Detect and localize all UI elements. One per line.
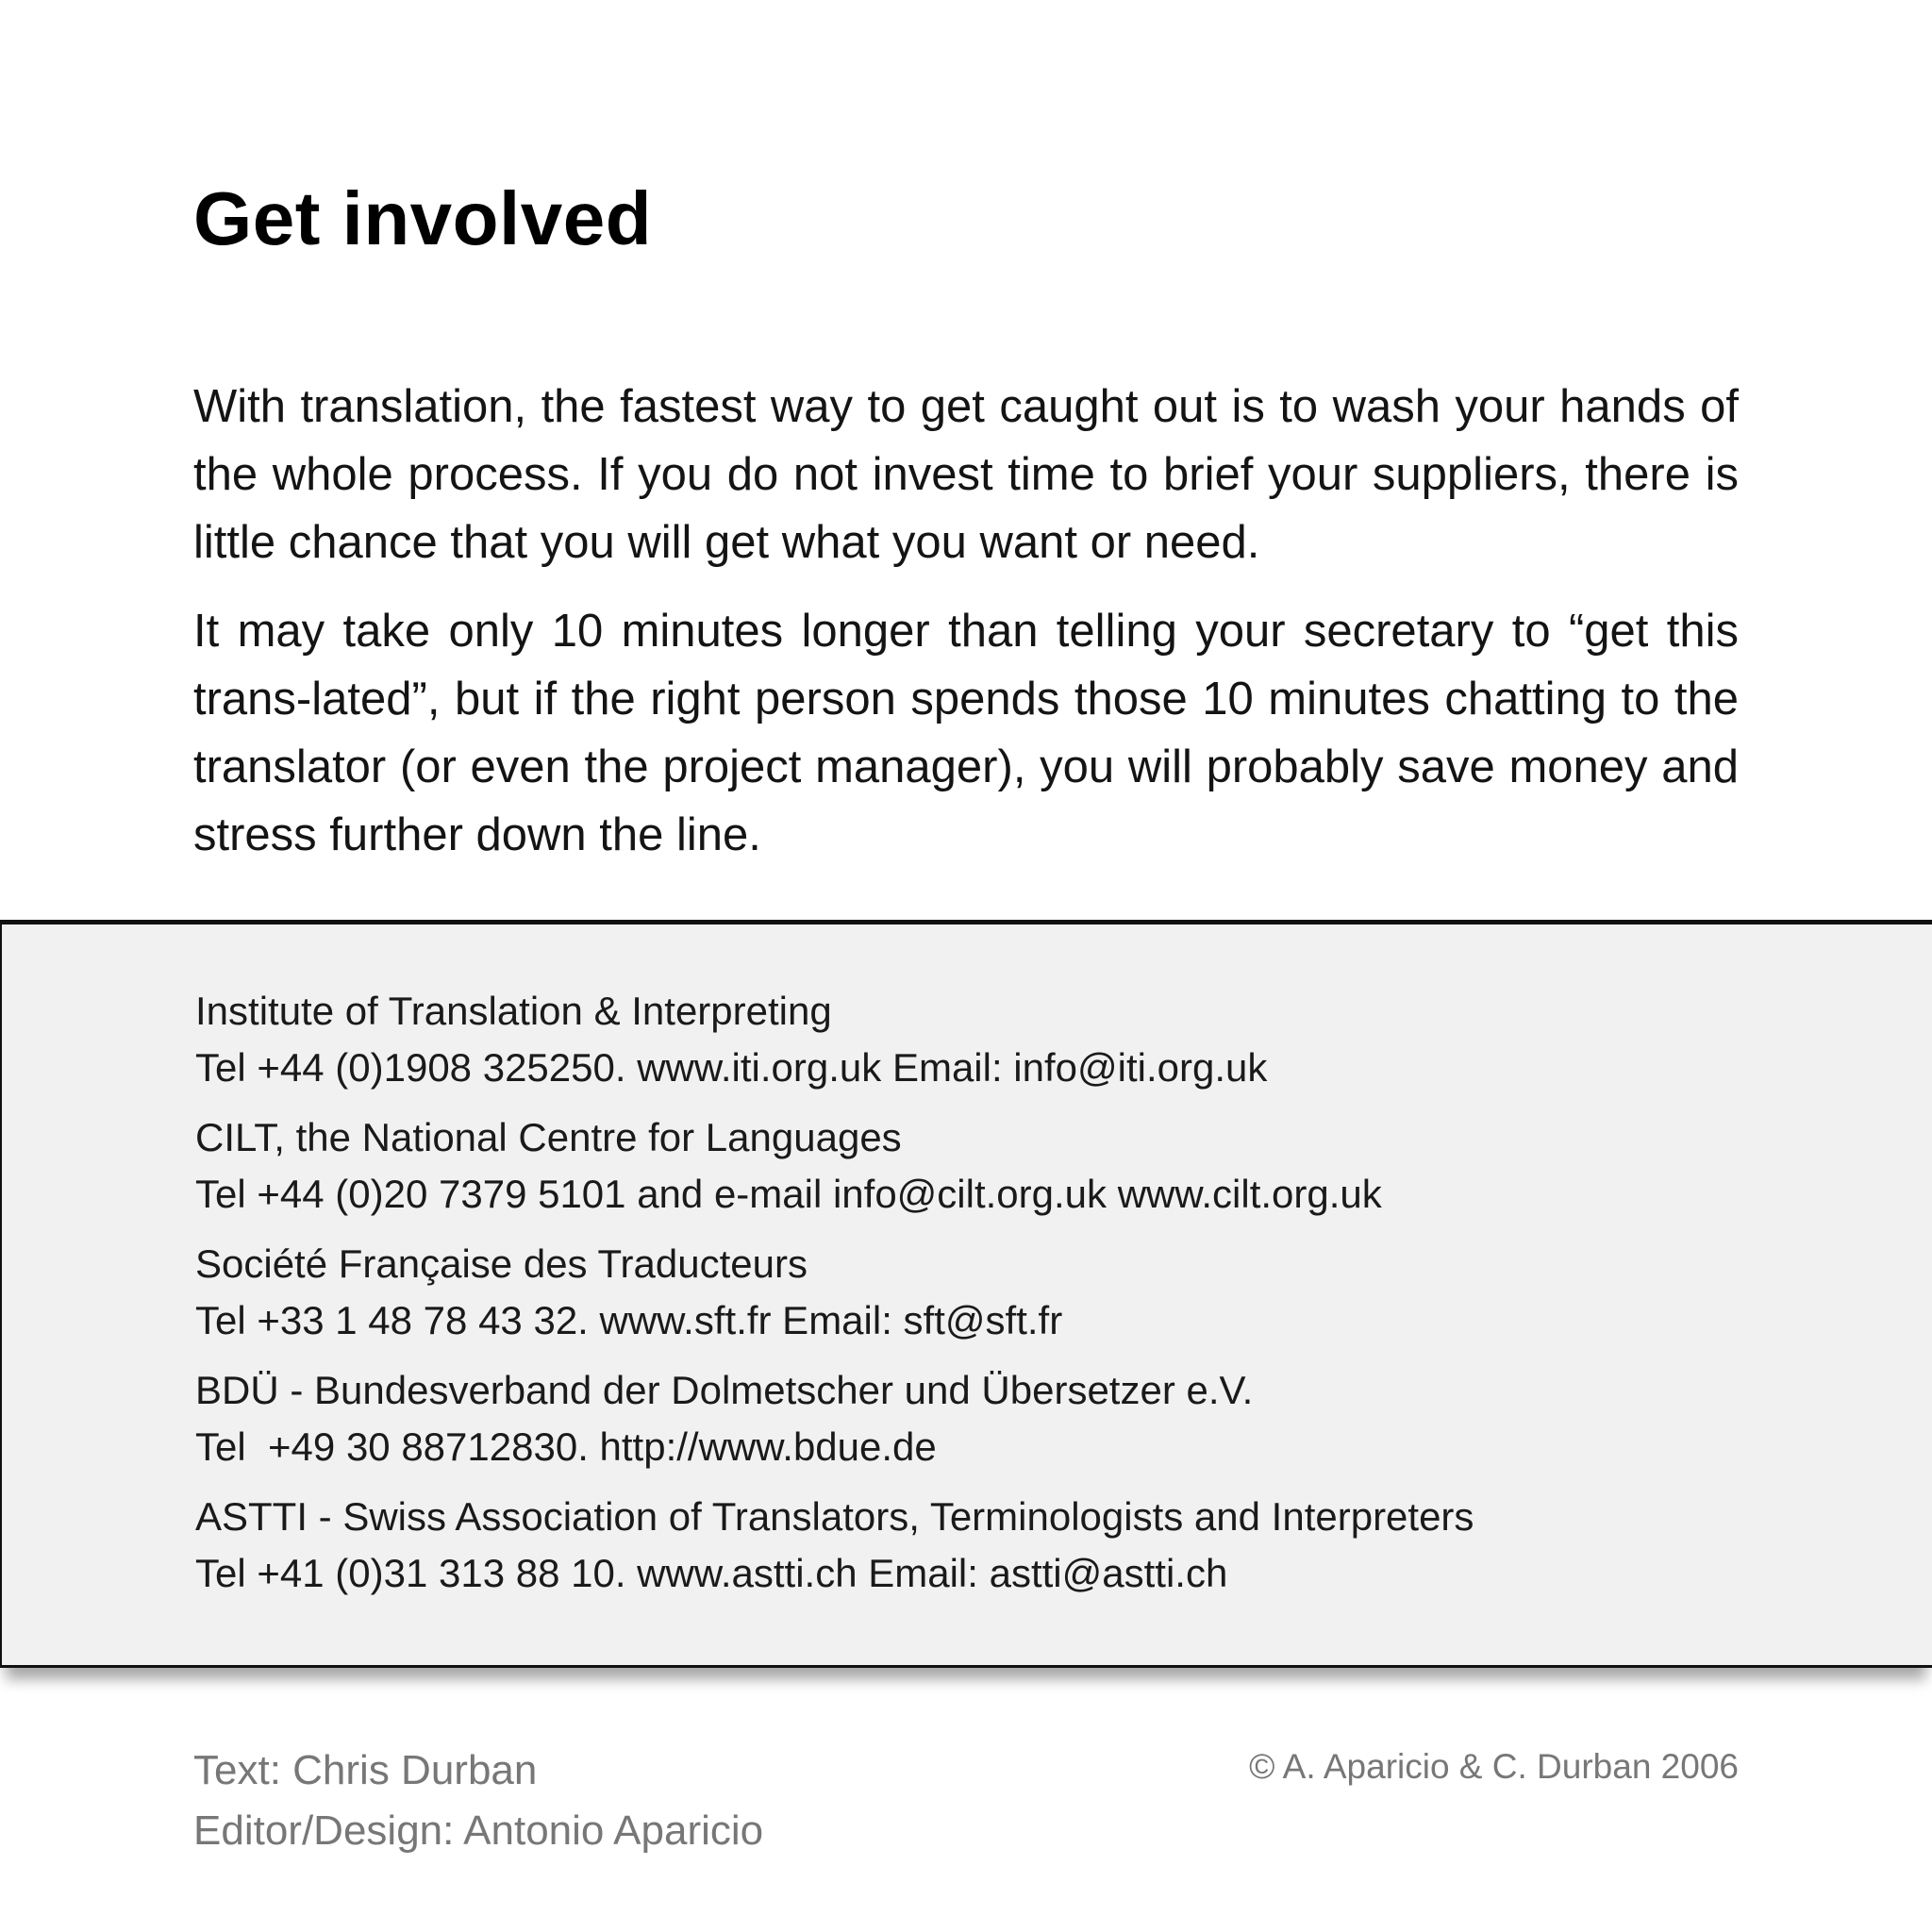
contact-name: Société Française des Traducteurs [195,1241,808,1286]
contact-details: Tel +41 (0)31 313 88 10. www.astti.ch Email: astti@astti.ch [195,1551,1228,1595]
contact-details: Tel +44 (0)1908 325250. www.iti.org.uk Email: info@iti.org.uk [195,1045,1268,1090]
contacts-list [195,983,1799,1615]
contact-name: Institute of Translation & Interpreting [195,989,832,1033]
credits [193,1740,763,1861]
contact-details: Tel +33 1 48 78 43 32. www.sft.fr Email: sft@sft.fr [195,1298,1063,1342]
contact-iti [195,983,1799,1096]
paragraph-2: It may take only 10 minutes longer than telling your secretary to “get this trans-lated”, but if the right person spends those 10 minutes chatting to the translator (or even the project manager), you will probably save money and stress further down the line. [193,606,1739,860]
contact-name: CILT, the National Centre for Languages [195,1115,902,1159]
contact-name: BDÜ - Bundesverband der Dolmetscher und Übersetzer e.V. [195,1368,1254,1412]
footer [193,1740,1739,1863]
contact-astti [195,1489,1799,1602]
page-title: Get involved [193,176,653,260]
contact-details: Tel +44 (0)20 7379 5101 and e-mail info@cilt.org.uk www.cilt.org.uk [195,1172,1382,1216]
contact-details: Tel +49 30 88712830. http://www.bdue.de [195,1424,937,1469]
contact-name: ASTTI - Swiss Association of Translators, Terminologists and Interpreters [195,1494,1474,1539]
text-credit: Text: Chris Durban [193,1747,538,1793]
paragraph-1: With translation, the fastest way to get caught out is to wash your hands of the whole process. If you do not invest time to brief your suppliers, there is little chance that you will get what you want or need. [193,381,1739,568]
contacts-box [0,920,1932,1668]
contact-cilt [195,1109,1799,1223]
design-credit: Editor/Design: Antonio Aparicio [193,1807,764,1854]
contact-sft [195,1236,1799,1349]
contact-bdue [195,1362,1799,1475]
body-text [193,373,1739,890]
copyright-notice: © A. Aparicio & C. Durban 2006 [1249,1747,1739,1786]
